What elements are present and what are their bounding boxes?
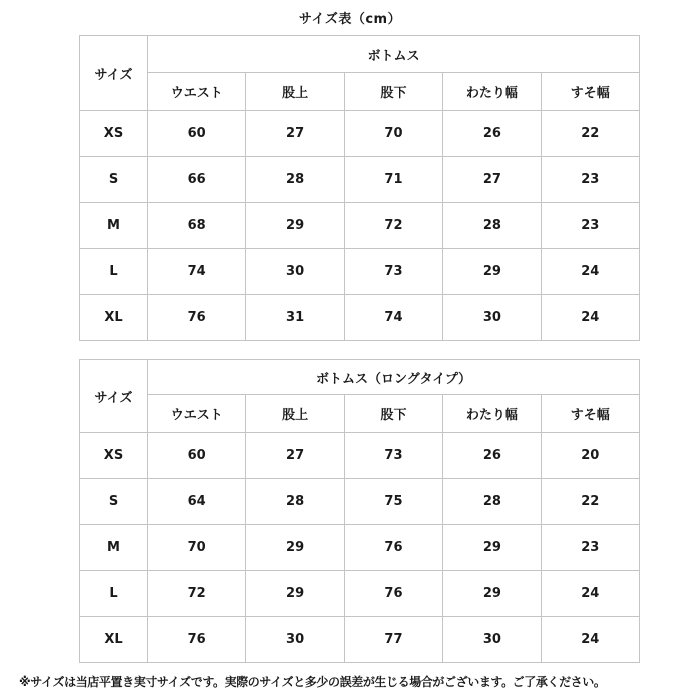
table-cell: 70 <box>344 111 442 157</box>
table-cell: 68 <box>148 203 246 249</box>
column-header-rise: 股上 <box>246 395 344 433</box>
table-row <box>80 571 640 617</box>
size-label-cell: XS <box>80 111 148 157</box>
table-cell: 74 <box>344 295 442 341</box>
column-header-inseam: 股下 <box>344 73 442 111</box>
table-cell: 28 <box>443 203 541 249</box>
table-cell: 30 <box>443 295 541 341</box>
table-cell: 23 <box>541 525 639 571</box>
table-row <box>80 203 640 249</box>
table-row <box>80 249 640 295</box>
table-row <box>80 295 640 341</box>
table-cell: 29 <box>246 571 344 617</box>
table-cell: 71 <box>344 157 442 203</box>
table-row <box>80 111 640 157</box>
size-label-cell: S <box>80 157 148 203</box>
size-label-cell: XL <box>80 295 148 341</box>
column-header-rise: 股上 <box>246 73 344 111</box>
size-label-cell: L <box>80 571 148 617</box>
measurement-note: ※サイズは当店平置き実寸サイズです。実際のサイズと多少の誤差が生じる場合がございます。ご了承ください。 <box>19 675 606 689</box>
table-row <box>80 157 640 203</box>
group-header-cell: ボトムス <box>148 36 640 73</box>
table-row <box>80 617 640 663</box>
table-cell: 60 <box>148 433 246 479</box>
table-cell: 77 <box>344 617 442 663</box>
column-header-hem: すそ幅 <box>541 395 639 433</box>
column-header-thigh: わたり幅 <box>443 73 541 111</box>
table-cell: 66 <box>148 157 246 203</box>
table-cell: 23 <box>541 203 639 249</box>
table-cell: 27 <box>443 157 541 203</box>
table-cell: 27 <box>246 433 344 479</box>
size-label-cell: M <box>80 525 148 571</box>
table-cell: 28 <box>443 479 541 525</box>
table-cell: 76 <box>344 571 442 617</box>
table-cell: 31 <box>246 295 344 341</box>
size-table-bottoms <box>79 35 640 341</box>
column-header-thigh: わたり幅 <box>443 395 541 433</box>
table-cell: 28 <box>246 157 344 203</box>
page-title: サイズ表（cm） <box>298 12 402 27</box>
table-cell: 24 <box>541 617 639 663</box>
table-cell: 22 <box>541 111 639 157</box>
table-cell: 74 <box>148 249 246 295</box>
table-cell: 26 <box>443 111 541 157</box>
table-cell: 24 <box>541 295 639 341</box>
column-header-waist: ウエスト <box>148 73 246 111</box>
table-row <box>80 479 640 525</box>
table-cell: 70 <box>148 525 246 571</box>
table-cell: 29 <box>443 571 541 617</box>
table-cell: 73 <box>344 433 442 479</box>
table-cell: 23 <box>541 157 639 203</box>
table-row <box>80 525 640 571</box>
size-label-cell: XS <box>80 433 148 479</box>
table-cell: 72 <box>148 571 246 617</box>
table-cell: 26 <box>443 433 541 479</box>
size-label-cell: S <box>80 479 148 525</box>
table-cell: 75 <box>344 479 442 525</box>
table-cell: 76 <box>344 525 442 571</box>
table-cell: 24 <box>541 571 639 617</box>
table-cell: 72 <box>344 203 442 249</box>
table-cell: 73 <box>344 249 442 295</box>
table-cell: 27 <box>246 111 344 157</box>
table-cell: 29 <box>246 525 344 571</box>
group-header-cell: ボトムス（ロングタイプ） <box>148 360 640 395</box>
table-cell: 28 <box>246 479 344 525</box>
size-label-cell: L <box>80 249 148 295</box>
table-cell: 30 <box>443 617 541 663</box>
table-cell: 76 <box>148 295 246 341</box>
table-cell: 60 <box>148 111 246 157</box>
table-cell: 76 <box>148 617 246 663</box>
table-cell: 64 <box>148 479 246 525</box>
column-header-hem: すそ幅 <box>541 73 639 111</box>
table-cell: 30 <box>246 249 344 295</box>
table-cell: 29 <box>443 525 541 571</box>
table-cell: 30 <box>246 617 344 663</box>
table-cell: 22 <box>541 479 639 525</box>
table-cell: 24 <box>541 249 639 295</box>
size-label-cell: M <box>80 203 148 249</box>
size-header-cell: サイズ <box>80 36 148 111</box>
table-cell: 29 <box>443 249 541 295</box>
size-label-cell: XL <box>80 617 148 663</box>
table-cell: 29 <box>246 203 344 249</box>
column-header-inseam: 股下 <box>344 395 442 433</box>
size-table-bottoms-long <box>79 359 640 663</box>
table-row <box>80 433 640 479</box>
column-header-waist: ウエスト <box>148 395 246 433</box>
table-cell: 20 <box>541 433 639 479</box>
size-header-cell: サイズ <box>80 360 148 433</box>
